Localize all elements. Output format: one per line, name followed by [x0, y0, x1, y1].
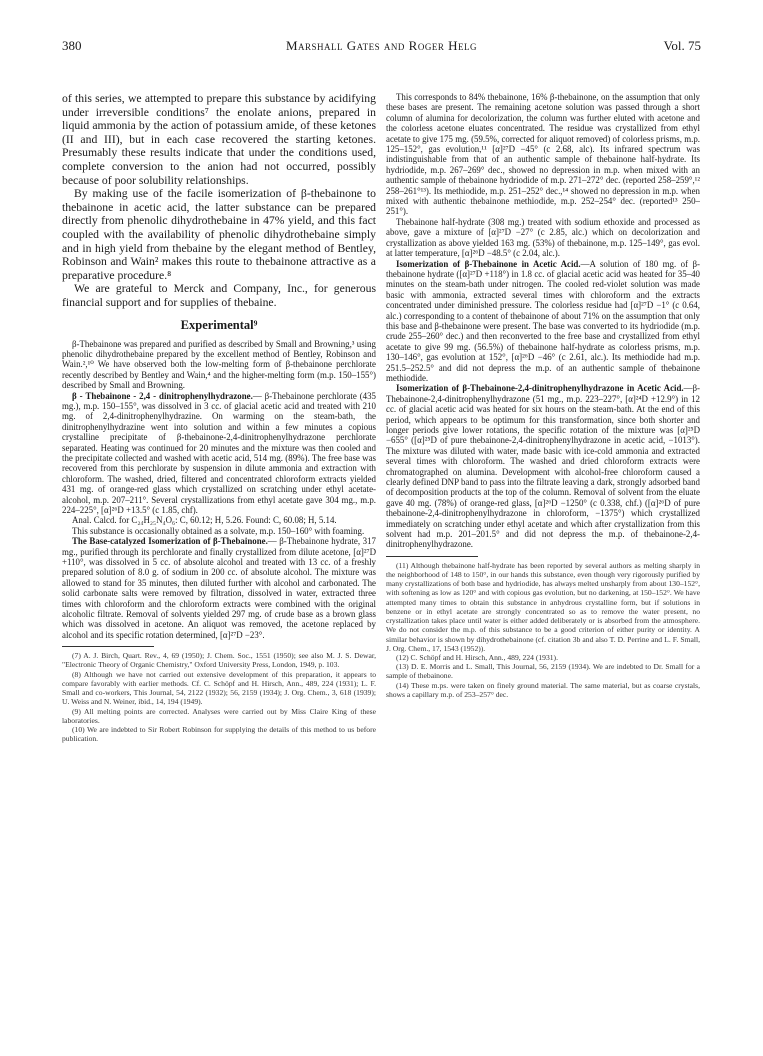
run-in-heading: β - Thebainone - 2,4 - dinitrophenylhydrazone. [72, 390, 253, 401]
paragraph-body: —β-Thebainone-2,4-dinitrophenylhydrazone (51 mg., m.p. 223–227°, [α]²⁴D +12.9°) in 12 cc. of glacial acetic acid was heated for six hours on the steam-bath. At the end of this period, which appears to be optimum for this transformation, since both shorter and longer periods give lower rotations, the specific rotation of the mixture was [α]²⁵D −655° ([α]²⁵D of pure thebainone-2,4-dinitrophenylhydrazone in acetic acid, −1013°). The mixture was diluted with water, made basic with ice-cold ammonia and extracted several times with chloroform. The washed and dried chloroform extracts were chromatographed on alumina. Development with alcohol-free chloroform caused a clearly defined DNP band to pass into the filtrate leaving a dark, strongly adsorbed band of decomposition products at the top of the column. Removal of solvent from the eluate gave 40 mg. (78%) of orange-red glass, [α]²⁶D −1250° (c 0.338, chf.) ([α]²⁶D of pure thebainone-2,4-dinitrophenylhydrazone in chloroform, −1375°) which crystallized immediately on scratching under ethyl acetate and which after crystallization from this solvent had m.p. 201–201.5° and did not depress the m.p. of thebainone-2,4-dinitrophenylhydrazone. [386, 383, 700, 550]
running-title: Marshall Gates and Roger Helg [285, 38, 477, 53]
footnote: (7) A. J. Birch, Quart. Rev., 4, 69 (1950); J. Chem. Soc., 1551 (1950); see also M. J. S. Dewar, "Electronic Theory of Organic Chemistry," Oxford University Press, London, 1949, p. 103. [62, 651, 376, 670]
left-column [62, 92, 376, 743]
footnote: (8) Although we have not carried out extensive development of this preparation, it appears to compare favorably with earlier methods. Cf. C. Schöpf and H. Hirsch, Ann., 489, 224 (1931); L. F. Small and co-workers, This Journal, 54, 2122 (1932); 56, 2159 (1934); J. Org. Chem., 3, 618 (1939); U. Weiss and N. Weiner, ibid., 14, 194 (1949). [62, 669, 376, 707]
page-header [62, 38, 701, 58]
section-heading: Experimental⁹ [180, 317, 258, 332]
footnote: (9) All melting points are corrected. Analyses were carried out by Miss Claire King of these laboratories. [62, 706, 376, 725]
paragraph: By making use of the facile isomerization of β-thebainone to thebainone in acetic acid, the latter substance can be prepared directly from phenolic dihydrothebaine in 47% yield, and this fact coupled with the availability of phenolic dihydrothebaine simply and in high yield from thebaine by the elegant method of Bentley, Robinson and Wain² makes this route to thebainone attractive as a preparative procedure.⁸ [62, 187, 376, 282]
run-in-heading: The Base-catalyzed Isomerization of β-Thebainone. [72, 536, 268, 547]
paragraph: Thebainone half-hydrate (308 mg.) treated with sodium ethoxide and processed as above, gave a mixture of [α]²⁷D −27° (c 2.85, alc.) which on decolorization and crystallization as above yielded 163 mg. (53%) of thebainone, m.p. 125–149°, gas evol. at latter temperature, [α]²⁶D −48.5° (c 2.04, alc.). [386, 216, 700, 259]
paragraph [62, 536, 376, 640]
run-in-heading: Isomerization of β-Thebainone in Acetic Acid. [396, 258, 581, 269]
volume-label: Vol. 75 [663, 38, 701, 53]
paragraph-body: —A solution of 180 mg. of β-thebainone hydrate ([α]²⁷D +118°) in 1.8 cc. of glacial acetic acid was heated for 35–40 minutes on the steam-bath under nitrogen. The cooled red-violet solution was made basic with ammonia, extracted several times with chloroform and the extracts concentrated under diminished pressure. The colorless residue had [α]²⁷D −1° (c 0.64, alc.) corresponding to a content of thebainone of about 71% on the assumption that only this base and β-thebainone were present. The base was converted to its hydriodide (m.p. crude 255–260° dec.) and then reconverted to the free base and crystallized from ethyl acetate to give 99 mg. (56.5%) of thebainone half-hydrate as colorless prisms, m.p. 130–146°, gas evolution at 152°, [α]²⁶D −46° (c 2.61, alc.). Its methiodide had m.p. 251.5–252.5° and did not depress the m.p. of an authentic sample of thebainone methiodide. [386, 258, 700, 383]
run-in-heading: Isomerization of β-Thebainone-2,4-dinitrophenylhydrazone in Acetic Acid. [396, 383, 684, 394]
footnote: (11) Although thebainone half-hydrate has been reported by several authors as melting sharply in the neighborhood of 148 to 150°, in our hands this substance, even though very rigorously purified by many crystallizations of both base and hydriodide, has always melted unsharply from about 130–152°, with softening as low as 120° and with copious gas evolution, but no darkening, at 150–152°. We have attempted many times to obtain this substance in anhydrous crystalline form, but if solutions in benzene or in ethyl acetate are strongly concentrated so as to remove the water present, no crystallization takes place until water is either added deliberately or is absorbed from the atmosphere. We do not consider the m.p. of this substance to be a good criterion of either purity or identity. A similar behavior is shown by dihydrothebainone (cf. citation 3b and also T. D. Perrine and L. F. Small, J. Org. Chem., 17, 1543 (1952)). [386, 560, 700, 653]
paragraph [386, 383, 700, 550]
footnote-rule [62, 646, 154, 647]
footnotes [62, 651, 376, 743]
paragraph: This substance is occasionally obtained as a solvate, m.p. 150–160° with foaming. [72, 525, 365, 536]
footnote: (13) D. E. Morris and L. Small, This Journal, 56, 2159 (1934). We are indebted to Dr. Small for a sample of thebainone. [386, 662, 700, 681]
footnote: (10) We are indebted to Sir Robert Robinson for supplying the details of this method to us before publication. [62, 724, 376, 744]
body-text [62, 92, 376, 310]
paragraph [62, 391, 376, 516]
footnotes [386, 561, 700, 699]
footnote: (12) C. Schöpf and H. Hirsch, Ann., 489, 224 (1931). [396, 652, 558, 662]
paragraph: Anal. Calcd. for C₂₄H₂₅N₄O₆: C, 60.12; H, 5.26. Found: C, 60.08; H, 5.14. [72, 515, 337, 526]
footnote-rule [386, 556, 478, 557]
paragraph: We are grateful to Merck and Company, Inc., for generous financial support and for supplies of thebaine. [62, 282, 376, 309]
paragraph [386, 259, 700, 384]
paragraph: of this series, we attempted to prepare this substance by acidifying under irreversible conditions⁷ the enolate anions, prepared in liquid ammonia by the action of potassium amide, of these ketones (II and III), but in each case recovered the starting ketones. Presumably these results indicate that under the conditions used, complete conversion to the anion had not occurred, possibly because of poor solubility relationships. [62, 92, 376, 187]
experimental-text [386, 92, 700, 550]
paragraph-body: — β-Thebainone perchlorate (435 mg.), m.p. 150–155°, was dissolved in 3 cc. of glacial acetic acid and treated with 210 mg. of 2,4-dinitrophenylhydrazine. On warming on the steam-bath, the dinitrophenylhydrazine went into solution and within a few minutes a copious crystalline precipitate of β-thebainone-2,4-dinitrophenylhydrazone perchlorate separated. Heating was continued for 20 minutes and the mixture was then cooled and the precipitate collected and washed with acetic acid, 514 mg. (89%). The free base was recovered from this perchlorate by suspension in dilute ammonia and extraction with chloroform. The washed, dried, filtered and concentrated chloroform extracts yielded 431 mg. of orange-red glass which crystallized on scratching under ethyl acetate-alcohol, m.p. 207–211°. Several crystallizations from ethyl acetate gave 304 mg., m.p. 224–225°, [α]²⁶D +13.5° (c 1.85, chf). [62, 390, 376, 515]
footnote: (14) These m.ps. were taken on finely ground material. The same material, but as coarse crystals, shows a capillary m.p. of 253–257° dec. [386, 680, 700, 699]
paragraph-body: — β-Thebainone hydrate, 317 mg., purified through its perchlorate and finally crystallized from dilute acetone, [α]²⁷D +110°, was dissolved in 5 cc. of absolute alcohol and treated with 13 cc. of a freshly prepared solution of 8.0 g. of sodium in 200 cc. of absolute alcohol. The mixture was allowed to stand for 35 minutes, then diluted further with alcohol and carbonated. The solid carbonate salts were removed by filtration, dissolved in water, extracted three times with chloroform and the chloroform extracts were combined with the original alcoholic filtrate. Removal of solvents yielded 297 mg. of crude base as a brown glass which was dissolved in acetone. An aliquot was removed, the acetone replaced by alcohol and its specific rotation determined, [α]²⁷D −23°. [62, 536, 376, 640]
right-column [386, 92, 700, 699]
experimental-text [62, 339, 376, 641]
paragraph: β-Thebainone was prepared and purified as described by Small and Browning,³ using phenolic dihydrothebaine prepared by the excellent method of Bentley, Robinson and Wain.²,¹⁰ We have observed both the low-melting form of β-thebainone perchlorate recently described by Bentley and Wain,⁴ and the higher-melting form (m.p. 150–155°) described by Small and Browning. [62, 338, 376, 391]
paragraph: This corresponds to 84% thebainone, 16% β-thebainone, on the assumption that only these bases are present. The remaining acetone solution was passed through a short column of alumina for decolorization, the column was further eluted with acetone and the colorless acetone eluates concentrated. The residue was crystallized from ethyl acetate to give 175 mg. (59.5%, corrected for aliquot removed) of colorless prisms, m.p. 125–152°, gas evolution,¹¹ [α]²⁷D −45° (c 2.68, alc). Its infrared spectrum was indistinguishable from that of an authentic sample of thebainone half-hydrate. Its hydriodide, m.p. 267–269° dec., showed no depression in m.p. when mixed with an authentic sample of thebainone hydriodide of m.p. 271–272° dec. (reported 258–259°,¹² 258–261°¹³). Its methiodide, m.p. 251–252° dec.,¹⁴ showed no depression in m.p. when mixed with authentic thebainone methiodide, m.p. 252–254° dec. (reported¹³ 250–251°). [386, 92, 700, 217]
page-number: 380 [62, 38, 82, 53]
